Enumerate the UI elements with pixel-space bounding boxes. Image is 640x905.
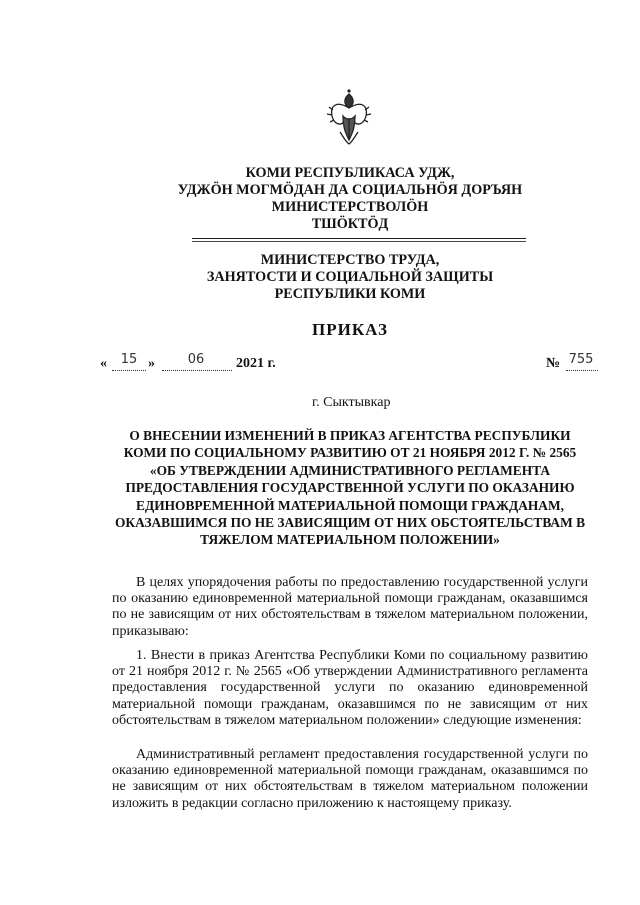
paragraph-regulation: Административный регламент предоставления государственной услуги по оказанию единовременной материальной помощи гражданам, оказавшимся по не зависящим от них обстоятельствам в тяжелом материальном положении изложить в редакции согласно приложению к настоящему приказу. — [112, 747, 588, 811]
date-open-quote: « — [100, 356, 107, 371]
header-ru-line: РЕСПУБЛИКИ КОМИ — [274, 286, 426, 302]
header-komi-line: КОМИ РЕСПУБЛИКАСА УДЖ, — [245, 165, 455, 181]
header-komi-line: УДЖÖН МОГМÖДАН ДА СОЦИАЛЬНÖЯ ДОРЪЯН — [177, 182, 523, 198]
header-komi-line: ТШÖКТÖД — [311, 216, 389, 232]
header-divider-thin — [192, 241, 526, 242]
order-number-label: № — [546, 356, 561, 371]
header-russian — [150, 252, 550, 303]
order-subject: О ВНЕСЕНИИ ИЗМЕНЕНИЙ В ПРИКАЗ АГЕНТСТВА РЕСПУБЛИКИ КОМИ ПО СОЦИАЛЬНОМУ РАЗВИТИЮ ОТ 21 НОЯБРЯ 2012 Г. № 2565 «ОБ УТВЕРЖДЕНИИ АДМИНИСТРАТИВНОГО РЕГЛАМЕНТА ПРЕДОСТАВЛЕНИЯ ГОСУДАРСТВЕННОЙ УСЛУГИ ПО ОКАЗАНИЮ ЕДИНОВРЕМЕННОЙ МАТЕРИАЛЬНОЙ ПОМОЩИ ГРАЖДАНАМ, ОКАЗАВШИМСЯ ПО НЕ ЗАВИСЯЩИМ ОТ НИХ ОБСТОЯТЕЛЬСТВАМ В ТЯЖЕЛОМ МАТЕРИАЛЬНОМ ПОЛОЖЕНИИ» — [114, 428, 585, 548]
paragraph-item-1: 1. Внести в приказ Агентства Республики Коми по социальному развитию от 21 ноября 2012 г. № 2565 «Об утверждении Административного регламента предоставления государственной услуги по оказанию единовременной материальной помощи гражданам, оказавшимся по не зависящим от них обстоятельствам в тяжелом материальном положении» следующие изменения: — [112, 648, 588, 728]
date-day-handwritten: 15 — [120, 352, 138, 367]
header-ru-line: МИНИСТЕРСТВО ТРУДА, — [260, 252, 440, 268]
order-number-handwritten: 755 — [568, 352, 594, 367]
header-divider — [192, 238, 526, 239]
header-ru-line: ЗАНЯТОСТИ И СОЦИАЛЬНОЙ ЗАЩИТЫ — [206, 269, 494, 285]
document-type-title: ПРИКАЗ — [312, 320, 388, 339]
city: г. Сыктывкар — [312, 395, 391, 410]
date-year: 2021 г. — [236, 356, 276, 371]
coat-of-arms-emblem — [326, 88, 372, 148]
header-komi-line: МИНИСТЕРСТВОЛÖН — [271, 199, 429, 215]
date-close-quote: » — [148, 356, 155, 371]
date-day-underline — [112, 370, 146, 371]
order-number-underline — [566, 370, 598, 371]
date-month-underline — [162, 370, 232, 371]
header-komi — [150, 165, 550, 233]
paragraph-preamble: В целях упорядочения работы по предоставлению государственной услуги по оказанию единовременной материальной помощи гражданам, оказавшимся по не зависящим от них обстоятельствам в тяжелом материальном положении, приказываю: — [112, 575, 588, 639]
order-date — [100, 352, 540, 376]
date-month-handwritten: 06 — [187, 352, 205, 367]
